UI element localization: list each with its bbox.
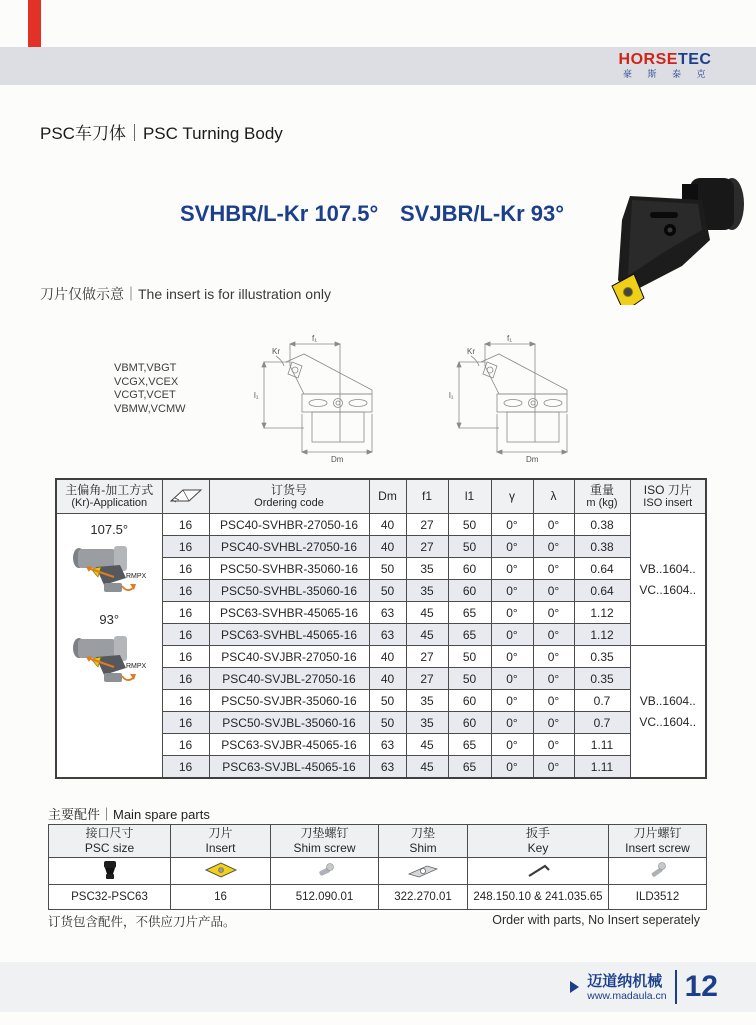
dim-label-kr: Kr <box>467 347 475 356</box>
weight-cell: 0.35 <box>574 668 630 690</box>
holder-icon <box>99 859 121 881</box>
tool-photo-93 <box>70 630 148 686</box>
ordering-code-cell: PSC40-SVJBL-27050-16 <box>209 668 369 690</box>
dim-label-f1: f₁ <box>312 334 317 343</box>
ordering-header-cn: 订货号 <box>270 482 307 497</box>
spare-icon-cell <box>379 858 468 885</box>
gamma-cell: 0° <box>491 514 533 536</box>
shim-icon <box>406 860 440 880</box>
lambda-cell: 0° <box>533 690 574 712</box>
brand-logo-text <box>618 51 712 68</box>
gamma-cell: 0° <box>491 668 533 690</box>
f1-cell: 27 <box>406 536 448 558</box>
gamma-cell: 0° <box>491 624 533 646</box>
rmpx-label: RMPX <box>126 663 147 670</box>
key-icon <box>525 860 551 880</box>
col-header-ordering-code <box>209 479 369 514</box>
spare-header-cn: 刀垫 <box>410 826 435 840</box>
lambda-cell: 0° <box>533 514 574 536</box>
gamma-cell: 0° <box>491 756 533 779</box>
spare-header-en: Insert screw <box>625 841 690 855</box>
insert-type-list <box>114 362 186 416</box>
ordering-code-cell: PSC40-SVHBL-27050-16 <box>209 536 369 558</box>
ordering-code-cell: PSC40-SVHBR-27050-16 <box>209 514 369 536</box>
l1-cell: 60 <box>448 712 491 734</box>
iso-insert-cell <box>630 646 706 779</box>
lambda-cell: 0° <box>533 602 574 624</box>
insert-size-cell: 16 <box>162 514 209 536</box>
footnote-right: Order with parts, No Insert seperately <box>492 913 700 927</box>
spare-col-shim-screw <box>271 825 379 858</box>
ordering-code-cell: PSC40-SVJBR-27050-16 <box>209 646 369 668</box>
ordering-row <box>56 514 706 536</box>
iso-insert-value: VB..1604.. <box>639 562 696 576</box>
spare-icon-row <box>49 858 707 885</box>
spare-value-shim: 322.270.01 <box>379 885 468 910</box>
insert-type-item: VBMW,VCMW <box>114 402 186 415</box>
insert-size-cell: 16 <box>162 580 209 602</box>
red-corner-tab <box>28 0 41 47</box>
footer-band <box>0 962 756 1012</box>
footer-company-block <box>587 973 666 1002</box>
insert-type-item: VCGX,VCEX <box>114 375 179 388</box>
page-title: PSC车刀体｜PSC Turning Body <box>40 124 283 143</box>
l1-cell: 50 <box>448 646 491 668</box>
spare-header-cn: 接口尺寸 <box>85 826 134 840</box>
f1-cell: 35 <box>406 712 448 734</box>
iso-insert-value: VC..1604.. <box>639 715 697 729</box>
col-header-lambda: λ <box>533 479 574 514</box>
spare-value-insert-screw: ILD3512 <box>609 885 707 910</box>
l1-cell: 65 <box>448 624 491 646</box>
lambda-cell: 0° <box>533 734 574 756</box>
gamma-cell: 0° <box>491 712 533 734</box>
l1-cell: 60 <box>448 580 491 602</box>
insert-screw-icon <box>646 860 670 880</box>
insert-size-cell: 16 <box>162 756 209 779</box>
lambda-cell: 0° <box>533 624 574 646</box>
footnote-left: 订货包含配件，不供应刀片产品。 <box>48 915 236 929</box>
spare-parts-table <box>48 824 707 910</box>
lambda-cell: 0° <box>533 756 574 779</box>
dm-cell: 40 <box>369 536 406 558</box>
dm-cell: 50 <box>369 712 406 734</box>
f1-cell: 27 <box>406 668 448 690</box>
technical-drawing-107 <box>246 332 394 464</box>
technical-drawing-93 <box>441 332 589 464</box>
dim-label-kr: Kr <box>272 347 280 356</box>
l1-cell: 65 <box>448 602 491 624</box>
gamma-cell: 0° <box>491 558 533 580</box>
shim-screw-icon <box>313 860 337 880</box>
lambda-cell: 0° <box>533 712 574 734</box>
col-header-iso-insert <box>630 479 706 514</box>
dm-cell: 63 <box>369 624 406 646</box>
spare-header-en: Insert <box>205 841 236 855</box>
insert-icon <box>204 860 238 880</box>
l1-cell: 60 <box>448 558 491 580</box>
spare-value-shim-screw: 512.090.01 <box>271 885 379 910</box>
weight-cell: 0.35 <box>574 646 630 668</box>
footer-company: 迈道纳机械 <box>587 972 663 990</box>
insert-note: 刀片仅做示意｜The insert is for illustration only <box>40 286 331 302</box>
insert-size-cell: 16 <box>162 668 209 690</box>
insert-size-cell: 16 <box>162 602 209 624</box>
heading-svjbr: SVJBR/L-Kr 93° <box>400 201 565 226</box>
ordering-code-cell: PSC63-SVJBR-45065-16 <box>209 734 369 756</box>
application-header-en: (Kr)-Application <box>71 497 148 510</box>
spare-header-en: Shim screw <box>293 841 356 855</box>
footer-block <box>570 970 718 1004</box>
weight-cell: 1.12 <box>574 624 630 646</box>
page-number: 12 <box>684 970 718 1003</box>
brand-logo <box>618 51 712 80</box>
gamma-cell: 0° <box>491 536 533 558</box>
gamma-cell: 0° <box>491 646 533 668</box>
spare-icon-cell <box>49 858 171 885</box>
f1-cell: 45 <box>406 734 448 756</box>
spare-icon-cell <box>468 858 609 885</box>
f1-cell: 45 <box>406 602 448 624</box>
spare-header-row <box>49 825 707 858</box>
gamma-cell: 0° <box>491 580 533 602</box>
table-header-row <box>56 479 706 514</box>
lambda-cell: 0° <box>533 646 574 668</box>
weight-cell: 0.7 <box>574 690 630 712</box>
ordering-code-cell: PSC50-SVHBL-35060-16 <box>209 580 369 602</box>
weight-cell: 0.38 <box>574 536 630 558</box>
application-header-cn: 主偏角-加工方式 <box>65 482 154 497</box>
dm-cell: 50 <box>369 558 406 580</box>
footer-website: www.madaula.cn <box>587 989 667 1002</box>
insert-size-cell: 16 <box>162 690 209 712</box>
dm-cell: 63 <box>369 756 406 779</box>
iso-insert-value: VB..1604.. <box>639 694 696 708</box>
l1-cell: 65 <box>448 734 491 756</box>
spare-value-psc-size: PSC32-PSC63 <box>49 885 171 910</box>
f1-cell: 45 <box>406 624 448 646</box>
header-band <box>0 47 756 85</box>
dm-cell: 40 <box>369 646 406 668</box>
footer-divider <box>675 970 677 1004</box>
spare-icon-cell <box>271 858 379 885</box>
dm-cell: 50 <box>369 690 406 712</box>
l1-cell: 50 <box>448 668 491 690</box>
l1-cell: 50 <box>448 514 491 536</box>
application-angle-107: 107.5° <box>90 522 129 537</box>
col-header-gamma: γ <box>491 479 533 514</box>
dim-label-l1: l₁ <box>449 391 454 400</box>
weight-header-en: m (kg) <box>586 497 618 510</box>
spare-icon-cell <box>609 858 707 885</box>
ordering-header-en: Ordering code <box>254 497 324 510</box>
spare-value-insert: 16 <box>171 885 271 910</box>
tool-photo-107 <box>70 540 148 596</box>
ordering-code-cell: PSC50-SVJBR-35060-16 <box>209 690 369 712</box>
brand-logo-tec: TEC <box>677 51 712 68</box>
application-cell <box>56 514 162 779</box>
ordering-code-cell: PSC63-SVJBL-45065-16 <box>209 756 369 779</box>
ordering-table-body <box>56 514 706 779</box>
dm-cell: 63 <box>369 734 406 756</box>
spare-header-cn: 扳手 <box>525 826 550 840</box>
insert-shape-icon <box>168 486 204 504</box>
spare-parts-title: 主要配件｜Main spare parts <box>48 807 210 822</box>
lambda-cell: 0° <box>533 536 574 558</box>
gamma-cell: 0° <box>491 602 533 624</box>
col-header-application <box>56 479 162 514</box>
spare-col-key <box>468 825 609 858</box>
iso-insert-value: VC..1604.. <box>639 583 697 597</box>
dm-cell: 40 <box>369 668 406 690</box>
weight-header-cn: 重量 <box>589 482 614 497</box>
spare-icon-cell <box>171 858 271 885</box>
dim-label-l1: l₁ <box>254 391 259 400</box>
iso-header-cn: ISO 刀片 <box>643 482 692 497</box>
spare-header-cn: 刀片 <box>208 826 233 840</box>
spare-header-en: Key <box>527 841 549 855</box>
brand-logo-horse: HORSE <box>618 51 678 68</box>
col-header-weight <box>574 479 630 514</box>
dim-label-dm: Dm <box>526 455 539 464</box>
weight-cell: 0.7 <box>574 712 630 734</box>
gamma-cell: 0° <box>491 690 533 712</box>
spare-col-insert-screw <box>609 825 707 858</box>
insert-size-cell: 16 <box>162 712 209 734</box>
insert-size-cell: 16 <box>162 536 209 558</box>
lambda-cell: 0° <box>533 558 574 580</box>
spare-col-shim <box>379 825 468 858</box>
heading-svhbr: SVHBR/L-Kr 107.5° <box>180 201 379 226</box>
ordering-code-cell: PSC50-SVJBL-35060-16 <box>209 712 369 734</box>
spare-header-cn: 刀片螺钉 <box>633 826 682 840</box>
weight-cell: 0.64 <box>574 558 630 580</box>
gamma-cell: 0° <box>491 734 533 756</box>
spare-value-row <box>49 885 707 910</box>
ordering-code-cell: PSC63-SVHBR-45065-16 <box>209 602 369 624</box>
l1-cell: 65 <box>448 756 491 779</box>
f1-cell: 45 <box>406 756 448 779</box>
iso-header-en: ISO insert <box>643 497 693 510</box>
lambda-cell: 0° <box>533 668 574 690</box>
spare-col-psc-size <box>49 825 171 858</box>
product-photo <box>598 160 750 305</box>
col-header-dm: Dm <box>369 479 406 514</box>
dim-label-dm: Dm <box>331 455 344 464</box>
spare-col-insert <box>171 825 271 858</box>
f1-cell: 35 <box>406 690 448 712</box>
col-header-insert-size <box>162 479 209 514</box>
insert-size-cell: 16 <box>162 624 209 646</box>
insert-type-item: VBMT,VBGT <box>114 362 177 374</box>
dm-cell: 63 <box>369 602 406 624</box>
spare-header-en: Shim <box>409 841 437 855</box>
insert-type-item: VCGT,VCET <box>114 389 176 401</box>
spare-header-cn: 刀垫螺钉 <box>300 826 349 840</box>
weight-cell: 0.64 <box>574 580 630 602</box>
insert-size-cell: 16 <box>162 558 209 580</box>
weight-cell: 1.12 <box>574 602 630 624</box>
insert-size-cell: 16 <box>162 646 209 668</box>
spare-value-key: 248.150.10 & 241.035.65 <box>468 885 609 910</box>
rmpx-label: RMPX <box>126 573 147 580</box>
ordering-code-cell: PSC63-SVHBL-45065-16 <box>209 624 369 646</box>
col-header-l1: l1 <box>448 479 491 514</box>
dm-cell: 50 <box>369 580 406 602</box>
dim-label-f1: f₁ <box>507 334 512 343</box>
spare-header-en: PSC size <box>84 841 135 855</box>
l1-cell: 50 <box>448 536 491 558</box>
ordering-code-cell: PSC50-SVHBR-35060-16 <box>209 558 369 580</box>
insert-size-cell: 16 <box>162 734 209 756</box>
lambda-cell: 0° <box>533 580 574 602</box>
col-header-f1: f1 <box>406 479 448 514</box>
weight-cell: 0.38 <box>574 514 630 536</box>
iso-insert-cell <box>630 514 706 646</box>
weight-cell: 1.11 <box>574 756 630 779</box>
weight-cell: 1.11 <box>574 734 630 756</box>
l1-cell: 60 <box>448 690 491 712</box>
f1-cell: 27 <box>406 514 448 536</box>
f1-cell: 27 <box>406 646 448 668</box>
brand-logo-chinese: 豪 斯 泰 克 <box>622 69 712 79</box>
application-angle-93: 93° <box>99 612 120 627</box>
ordering-table <box>55 478 707 779</box>
f1-cell: 35 <box>406 580 448 602</box>
play-triangle-icon <box>570 981 579 993</box>
f1-cell: 35 <box>406 558 448 580</box>
dm-cell: 40 <box>369 514 406 536</box>
